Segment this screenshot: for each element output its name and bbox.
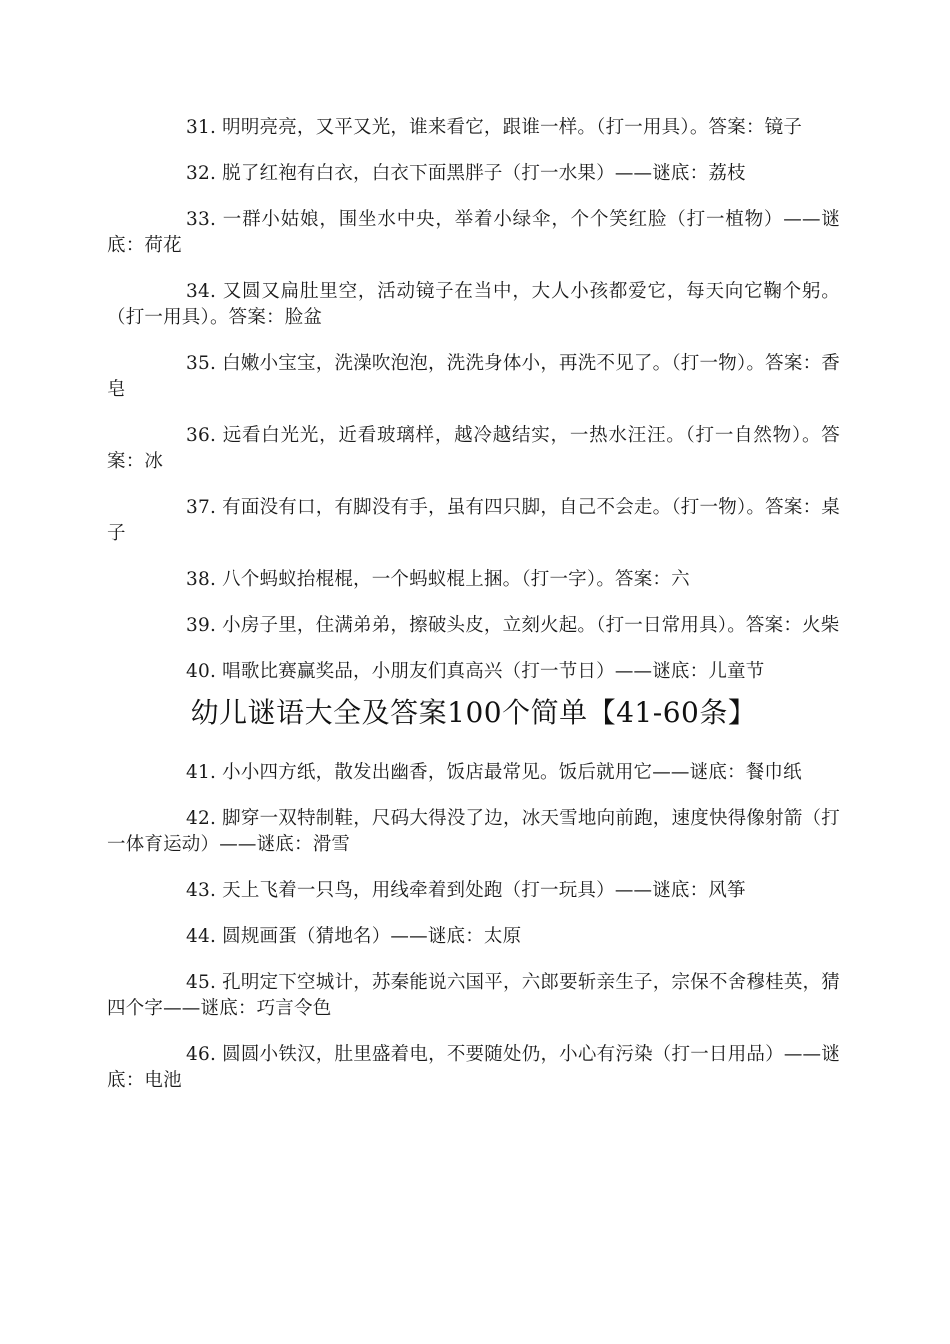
- riddle-item: [107, 495, 840, 547]
- riddle-item: [107, 567, 840, 593]
- riddle-item: [107, 423, 840, 475]
- riddle-number: 46.: [186, 1044, 217, 1065]
- riddle-item: [107, 659, 840, 685]
- section-heading: 幼儿谜语大全及答案100个简单【41-60条】: [190, 696, 757, 729]
- riddle-item: [107, 115, 840, 141]
- riddle-item: [107, 279, 840, 331]
- riddle-number: 34.: [186, 281, 217, 302]
- riddle-number: 45.: [186, 972, 217, 993]
- riddle-item: [107, 207, 840, 259]
- riddle-list-31-40: [107, 115, 840, 685]
- riddle-text: 天上飞着一只鸟，用线牵着到处跑（打一玩具）——谜底：风筝: [222, 880, 746, 901]
- riddle-text: 远看白光光，近看玻璃样，越冷越结实，一热水汪汪。（打一自然物）。答案：冰: [107, 425, 840, 472]
- riddle-item: [107, 760, 840, 786]
- riddle-number: 42.: [186, 808, 217, 829]
- riddle-number: 43.: [186, 880, 217, 901]
- riddle-number: 38.: [186, 569, 217, 590]
- riddle-text: 有面没有口，有脚没有手，虽有四只脚，自己不会走。（打一物）。答案：桌子: [107, 497, 840, 544]
- riddle-text: 八个蚂蚁抬棍棍，一个蚂蚁棍上捆。（打一字）。答案：六: [222, 569, 690, 590]
- riddle-item: [107, 161, 840, 187]
- riddle-text: 小房子里，住满弟弟，擦破头皮，立刻火起。（打一日常用具）。答案：火柴: [222, 615, 840, 636]
- riddle-number: 36.: [186, 425, 217, 446]
- riddle-item: [107, 924, 840, 950]
- riddle-text: 脱了红袍有白衣，白衣下面黑胖子（打一水果）——谜底：荔枝: [222, 163, 746, 184]
- riddle-text: 脚穿一双特制鞋，尺码大得没了边，冰天雪地向前跑，速度快得像射箭（打一体育运动）——谜底：滑雪: [107, 808, 840, 855]
- riddle-text: 白嫩小宝宝，洗澡吹泡泡，洗洗身体小，再洗不见了。（打一物）。答案：香皂: [107, 353, 840, 400]
- riddle-item: [107, 1042, 840, 1094]
- riddle-item: [107, 613, 840, 639]
- riddle-text: 小小四方纸，散发出幽香，饭店最常见。饭后就用它——谜底：餐巾纸: [222, 762, 802, 783]
- riddle-text: 明明亮亮，又平又光，谁来看它，跟谁一样。（打一用具）。答案：镜子: [222, 117, 803, 138]
- riddle-text: 圆圆小铁汉，肚里盛着电，不要随处仍，小心有污染（打一日用品）——谜底：电池: [107, 1044, 840, 1091]
- document-body: [107, 115, 840, 1114]
- riddle-text: 孔明定下空城计，苏秦能说六国平，六郎要斩亲生子，宗保不舍穆桂英，猜四个字——谜底：巧言令色: [107, 972, 840, 1019]
- riddle-item: [107, 351, 840, 403]
- riddle-number: 41.: [186, 762, 217, 783]
- riddle-number: 37.: [186, 497, 217, 518]
- riddle-number: 32.: [186, 163, 217, 184]
- riddle-number: 33.: [186, 209, 217, 230]
- riddle-item: [107, 806, 840, 858]
- riddle-text: 又圆又扁肚里空，活动镜子在当中，大人小孩都爱它，每天向它鞠个躬。（打一用具）。答案：脸盆: [107, 281, 840, 328]
- riddle-number: 39.: [186, 615, 217, 636]
- riddle-item: [107, 970, 840, 1022]
- riddle-number: 44.: [186, 926, 217, 947]
- riddle-text: 圆规画蛋（猜地名）——谜底：太原: [222, 926, 522, 947]
- riddle-number: 31.: [186, 117, 217, 138]
- riddle-text: 唱歌比赛赢奖品，小朋友们真高兴（打一节日）——谜底：儿童节: [222, 661, 765, 682]
- riddle-text: 一群小姑娘，围坐水中央，举着小绿伞，个个笑红脸（打一植物）——谜底：荷花: [107, 209, 840, 256]
- riddle-item: [107, 878, 840, 904]
- riddle-number: 40.: [186, 661, 217, 682]
- riddle-number: 35.: [186, 353, 217, 374]
- riddle-list-41-46: [107, 760, 840, 1094]
